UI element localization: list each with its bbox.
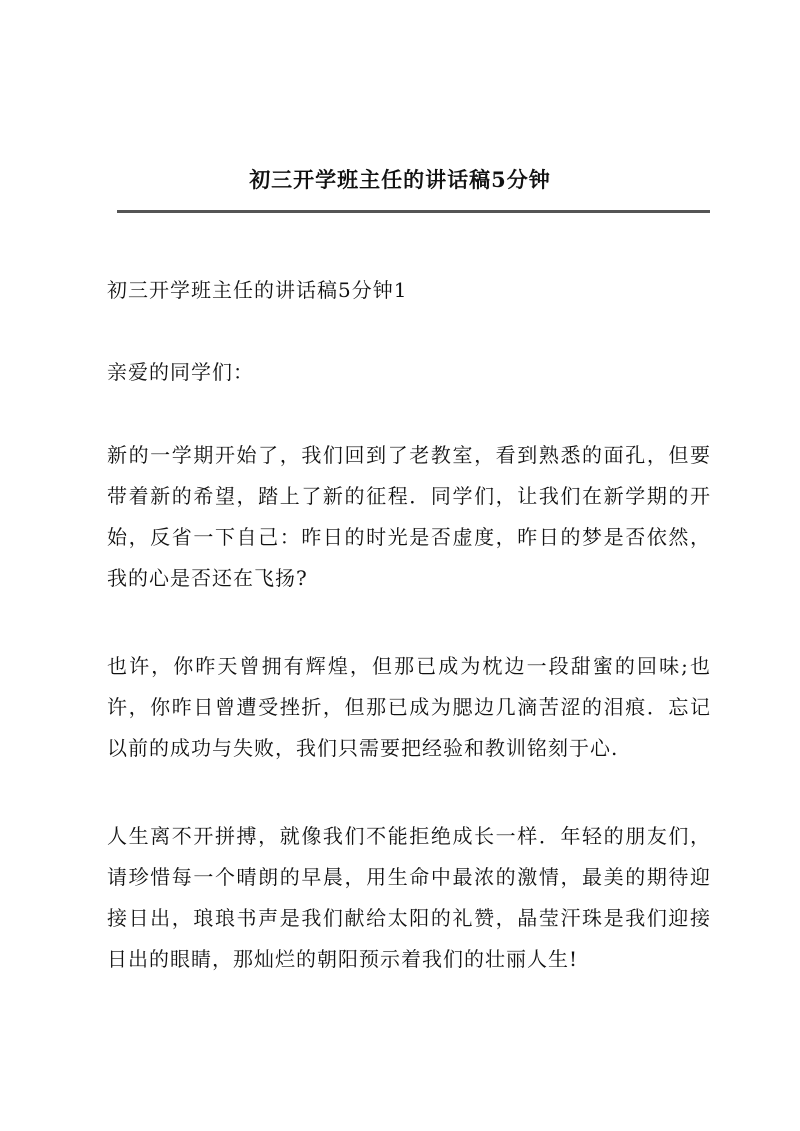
paragraph-1: 新的一学期开始了，我们回到了老教室，看到熟悉的面孔，但要带着新的希望，踏上了新的征程．同学们，让我们在新学期的开始，反省一下自己：昨日的时光是否虚度，昨日的梦是否依然，我的心是否还在飞扬? xyxy=(107,443,711,590)
paragraph-3: 人生离不开拼搏，就像我们不能拒绝成长一样．年轻的朋友们，请珍惜每一个晴朗的早晨，用生命中最浓的激情，最美的期待迎接日出，琅琅书声是我们献给太阳的礼赞，晶莹汗珠是我们迎接日出的眼睛，那灿烂的朝阳预示着我们的壮丽人生! xyxy=(107,824,711,971)
title-underline-rule xyxy=(117,210,710,213)
salutation: 亲爱的同学们： xyxy=(107,360,254,384)
document-title: 初三开学班主任的讲话稿5分钟 xyxy=(249,167,551,192)
section-heading: 初三开学班主任的讲话稿5分钟1 xyxy=(107,278,408,302)
paragraph-2: 也许，你昨天曾拥有辉煌，但那已成为枕边一段甜蜜的回味;也许，你昨日曾遭受挫折，但那已成为腮边几滴苦涩的泪痕．忘记以前的成功与失败，我们只需要把经验和教训铭刻于心. xyxy=(107,654,711,760)
